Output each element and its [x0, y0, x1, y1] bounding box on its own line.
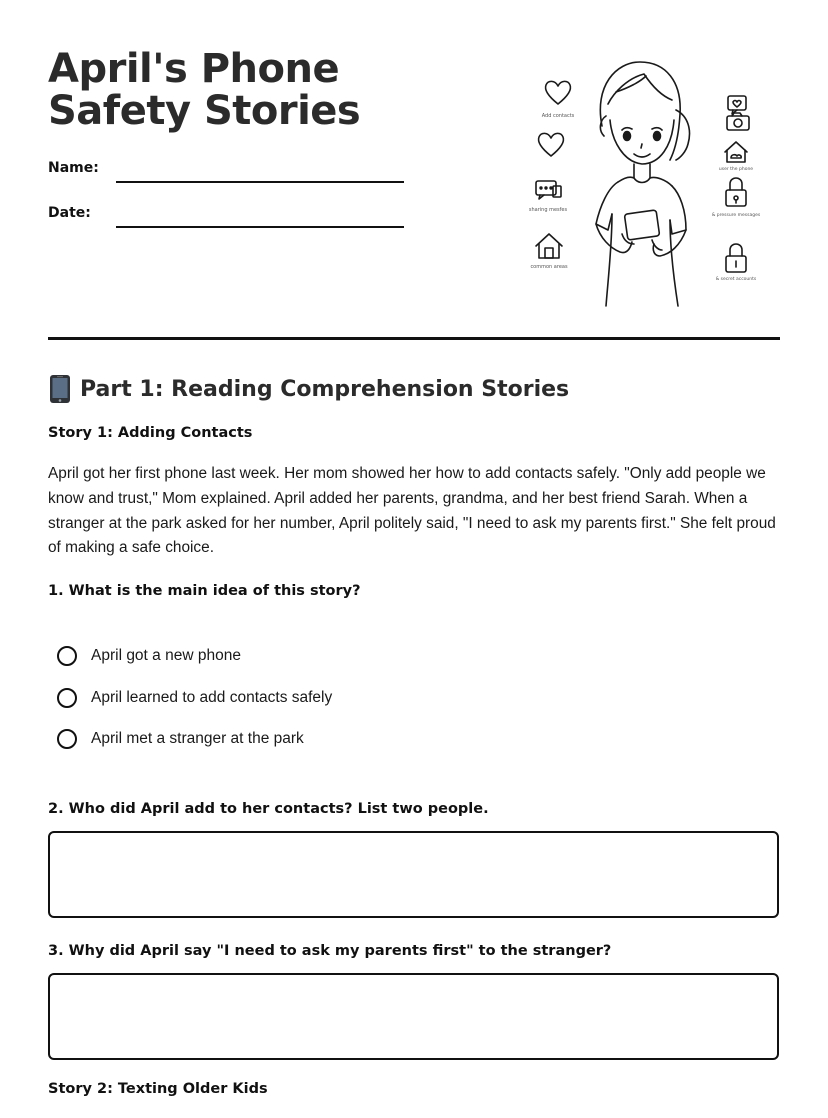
q1-option-1[interactable] [57, 646, 241, 666]
story1-text: April got her first phone last week. Her mom showed her how to add contacts safely. "Only add people we know and trust," Mom explained. April added her parents, grandma, and her best friend Sarah. When a stranger at the park asked for her number, April politely said, "I need to ask my parents first." She felt proud of making a safe choice. [48, 465, 776, 557]
radio-button[interactable] [57, 729, 77, 749]
lock-icon [726, 178, 746, 206]
girl-with-phone-illustration [520, 56, 782, 312]
date-line[interactable] [116, 226, 404, 228]
q1-option-2[interactable] [57, 688, 332, 708]
use-phone-caption: user the phone [718, 167, 754, 172]
heart-icon [546, 81, 571, 104]
common-areas-caption: common areas [530, 264, 568, 270]
heart-icon [539, 133, 564, 156]
sharing-messages-caption: sharing mesfes [528, 207, 568, 213]
chat-bubble-icon [536, 181, 561, 199]
story1-heading: Story 1: Adding Contacts [48, 425, 253, 441]
date-label: Date: [48, 205, 91, 221]
camera-icon [727, 113, 749, 130]
part1-title: Part 1: Reading Comprehension Stories [80, 376, 570, 402]
house-icon [536, 234, 562, 258]
question-1: 1. What is the main idea of this story? [48, 583, 361, 599]
name-line[interactable] [116, 181, 404, 183]
q1-option-label: April learned to add contacts safely [91, 689, 333, 706]
radio-button[interactable] [57, 688, 77, 708]
chat-bubble-icon [728, 96, 746, 114]
secret-accounts-caption: & secret accounts [715, 277, 757, 282]
q2-answer-box[interactable] [48, 831, 779, 918]
header-divider [48, 337, 780, 340]
name-label: Name: [48, 160, 99, 176]
question-3: 3. Why did April say "I need to ask my parents first" to the stranger? [48, 943, 612, 959]
worksheet-title: April's Phone Safety Stories [48, 46, 361, 134]
question-2: 2. Who did April add to her contacts? List two people. [48, 801, 489, 817]
mobile-phone-icon [48, 374, 72, 404]
pressure-messages-caption: & pressure messages [711, 213, 761, 218]
girl-figure [596, 62, 690, 306]
add-contacts-caption: Add contacts [541, 113, 575, 119]
q1-option-label: April got a new phone [91, 647, 241, 664]
story2-heading: Story 2: Texting Older Kids [48, 1081, 268, 1097]
part1-heading [48, 374, 569, 404]
lock-icon [726, 244, 746, 272]
q3-answer-box[interactable] [48, 973, 779, 1060]
q1-option-label: April met a stranger at the park [91, 730, 304, 747]
house-icon [725, 142, 747, 162]
q1-option-3[interactable] [57, 729, 304, 749]
radio-button[interactable] [57, 646, 77, 666]
